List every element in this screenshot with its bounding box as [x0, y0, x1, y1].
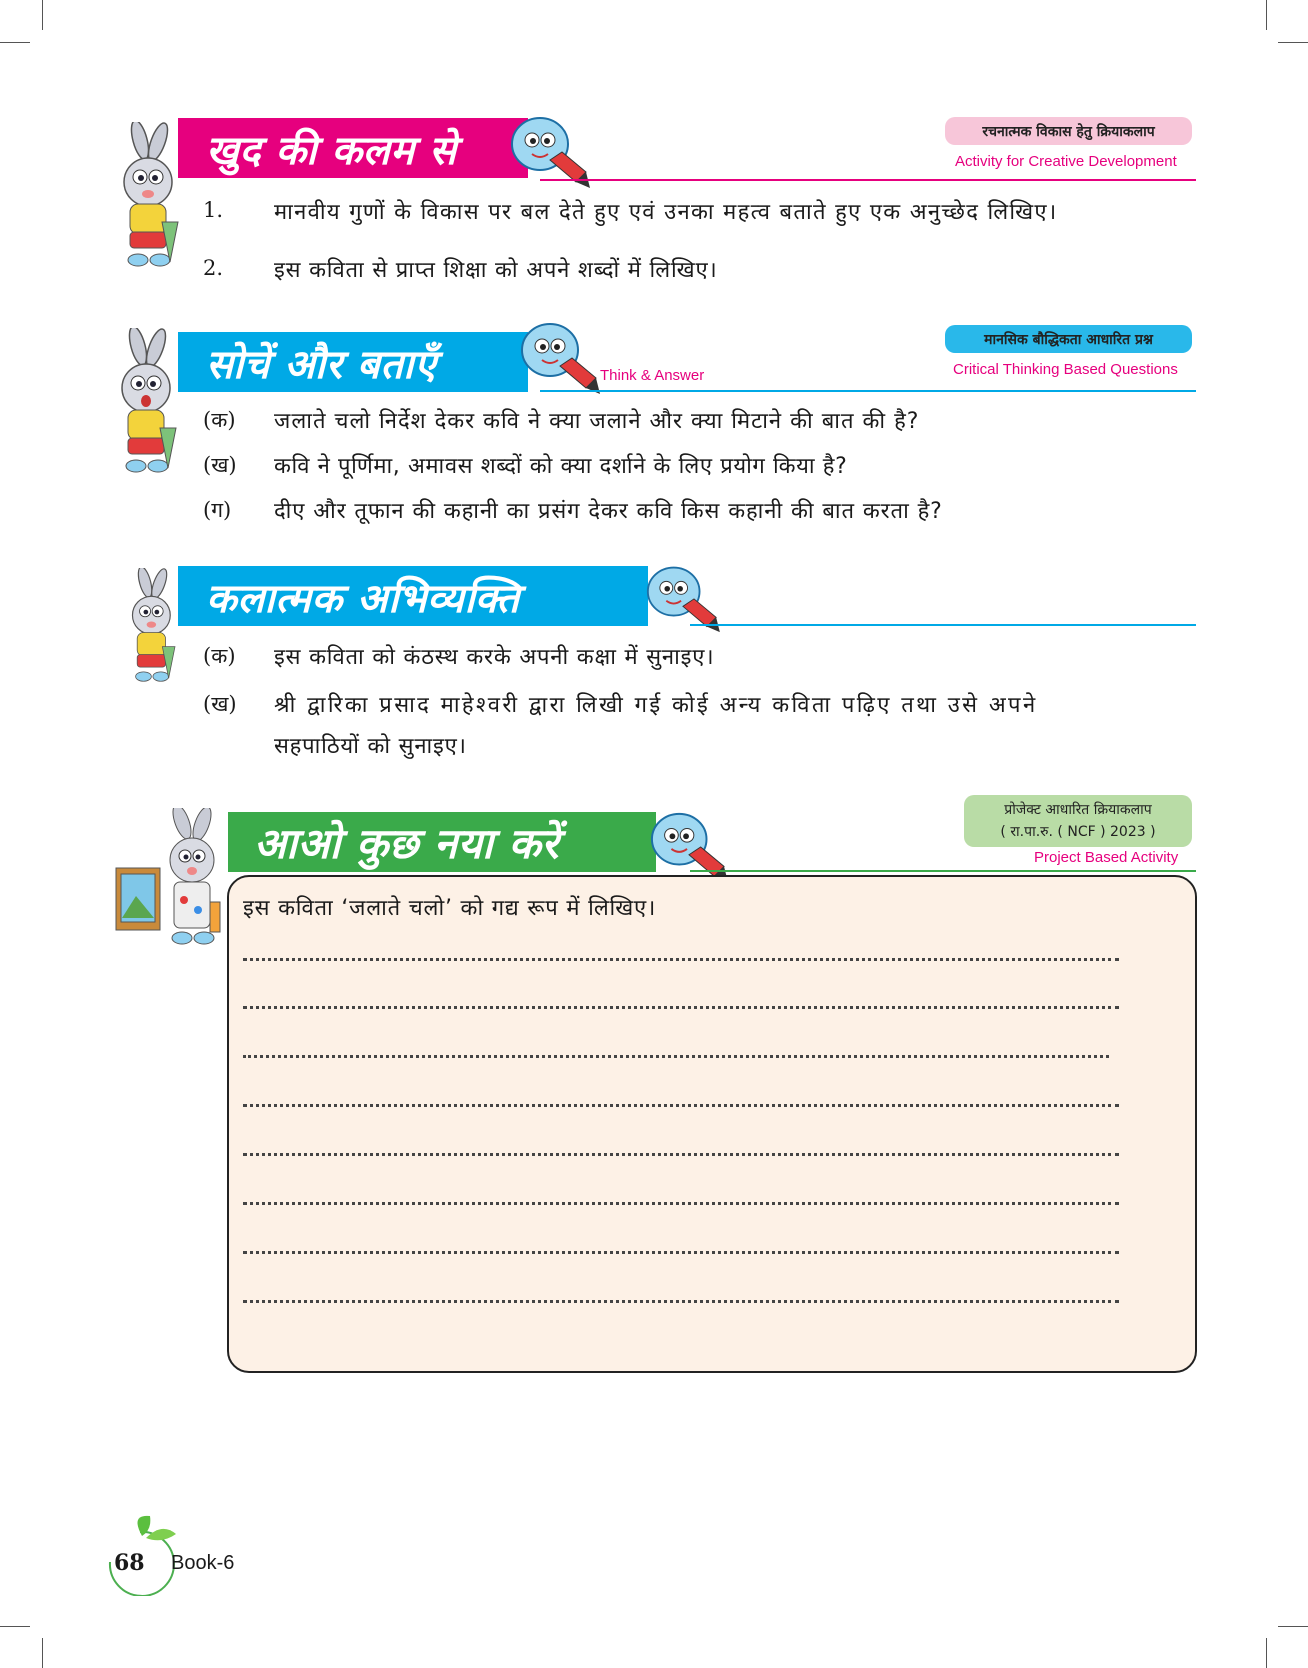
writing-line[interactable]: [243, 1300, 1119, 1303]
tag-hindi: [964, 795, 1192, 847]
leaf-icon: [138, 1516, 177, 1540]
question-text: दीए और तूफान की कहानी का प्रसंग देकर कवि किस कहानी की बात करता है?: [274, 499, 943, 524]
writing-line[interactable]: [243, 1104, 1119, 1107]
crop-mark: [0, 1626, 30, 1627]
writing-prompt: इस कविता ‘जलाते चलो’ को गद्य रूप में लिखिए।: [243, 896, 657, 921]
crop-mark: [1266, 0, 1267, 30]
crop-mark: [1266, 1638, 1267, 1668]
crop-mark: [42, 1638, 43, 1668]
section-rule: [690, 870, 1196, 872]
crop-mark: [1278, 1626, 1308, 1627]
question-text: कवि ने पूर्णिमा, अमावस शब्दों को क्या दर्शाने के लिए प्रयोग किया है?: [274, 454, 848, 479]
section-banner-think: [178, 332, 528, 392]
tag-english: Critical Thinking Based Questions: [953, 361, 1178, 378]
section-subtitle-english: Think & Answer: [600, 367, 705, 384]
tag-hindi: मानसिक बौद्धिकता आधारित प्रश्न: [945, 325, 1192, 353]
writing-line[interactable]: [243, 1251, 1119, 1254]
section-banner-project: [228, 812, 656, 872]
section-rule: [540, 179, 1196, 181]
bunny-mascot-icon: [118, 568, 180, 686]
question-text: इस कविता को कंठस्थ करके अपनी कक्षा में सुनाइए।: [274, 645, 715, 670]
section-title: खुद की कलम से: [206, 127, 457, 174]
item-number: (ग): [203, 498, 232, 522]
section-rule: [690, 624, 1196, 626]
question-text: इस कविता से प्राप्त शिक्षा को अपने शब्दों में लिखिए।: [274, 258, 718, 283]
section-title: सोचें और बताएँ: [206, 341, 437, 388]
writing-line[interactable]: [243, 1202, 1119, 1205]
crop-mark: [42, 0, 43, 30]
section-banner-artistic: [178, 566, 648, 626]
item-number: (ख): [203, 453, 237, 477]
page-number: 68: [114, 1550, 145, 1576]
bunny-mascot-icon: [112, 808, 222, 948]
tag-line-1: प्रोजेक्ट आधारित क्रियाकलाप: [1004, 802, 1152, 818]
book-label: Book-6: [171, 1552, 235, 1574]
tag-english: Project Based Activity: [1034, 849, 1179, 866]
writing-line[interactable]: [243, 1055, 1109, 1058]
tag-line-2: ( रा.पा.रु. ( NCF ) 2023 ): [1000, 824, 1156, 840]
item-number: (ख): [203, 692, 237, 716]
section-title: आओ कुछ नया करें: [254, 818, 559, 868]
section-title: कलात्मक अभिव्यक्ति: [206, 575, 520, 622]
tag-hindi: रचनात्मक विकास हेतु क्रियाकलाप: [945, 117, 1192, 145]
crop-mark: [1278, 42, 1308, 43]
tag-english: Activity for Creative Development: [955, 153, 1177, 170]
question-text: श्री द्वारिका प्रसाद माहेश्वरी द्वारा लिखी गई कोई अन्य कविता पढ़िए तथा उसे अपने: [274, 693, 1038, 718]
section-banner-creative: [178, 118, 528, 178]
writing-line[interactable]: [243, 958, 1119, 961]
question-text: मानवीय गुणों के विकास पर बल देते हुए एवं उनका महत्व बताते हुए एक अनुच्छेद लिखिए।: [274, 200, 1058, 225]
pencil-mascot-icon: [646, 808, 730, 884]
question-text: जलाते चलो निर्देश देकर कवि ने क्या जलाने और क्या मिटाने की बात की है?: [274, 409, 920, 434]
writing-line[interactable]: [243, 1006, 1119, 1009]
item-number: 1.: [203, 198, 224, 222]
item-number: (क): [203, 408, 236, 432]
question-text-continued: सहपाठियों को सुनाइए।: [274, 734, 467, 759]
bunny-mascot-icon: [110, 122, 180, 272]
writing-line[interactable]: [243, 1153, 1119, 1156]
section-rule: [540, 390, 1196, 392]
pencil-mascot-icon: [516, 318, 602, 396]
item-number: 2.: [203, 256, 224, 280]
bunny-mascot-icon: [108, 328, 178, 478]
item-number: (क): [203, 644, 236, 668]
answer-box[interactable]: [227, 875, 1197, 1373]
crop-mark: [0, 42, 30, 43]
